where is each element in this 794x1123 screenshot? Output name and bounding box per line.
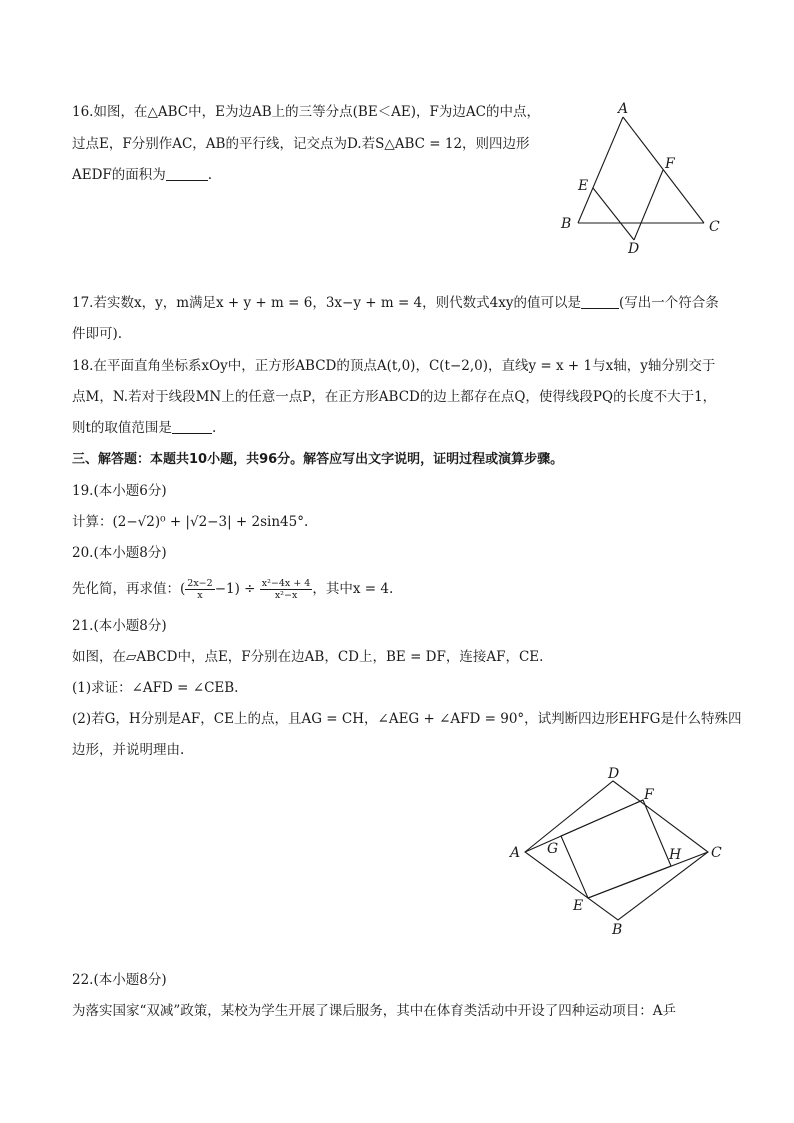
q18-line-1: 18.在平面直角坐标系xOy中，正方形ABCD的顶点A(t,0)，C(t−2,0)，直线y = x + 1与x轴，y轴分别交于 [72,358,716,374]
q20-fraction-2 [260,578,313,601]
q20-f1-denominator: x [197,590,203,601]
q16-line-3-text: AEDF的面积为 [72,167,166,183]
q16-line-3 [72,165,212,185]
q21-line-1: 如图，在▱ABCD中，点E，F分别在边AB，CD上，BE = DF，连接AF，CE. [72,649,544,665]
edge-ab [578,117,623,223]
q22-heading: 22.(本小题8分) [72,972,167,988]
edge-fd [634,170,663,240]
q22-line-1: 为落实国家“双减”政策，某校为学生开展了课后服务，其中在体育类活动中开设了四种运动项目：A乒 [72,1003,677,1019]
quadrilateral-ehfg [561,800,671,898]
q20-body [72,574,393,604]
q20-f2-numerator: x²−4x + 4 [261,578,311,589]
q16-line-2: 过点E，F分别作AC，AB的平行线，记交点为D.若S△ABC = 12，则四边形 [72,136,530,152]
q20-pre: 先化简，再求值：( [72,581,186,597]
label-a: A [510,845,521,861]
q17-line-1-end: (写出一个符合条 [618,295,719,311]
q18-line-2: 点M，N.若对于线段MN上的任意一点P，在正方形ABCD的边上都存在点Q，使得线段PQ的长度不大于1， [72,389,717,405]
q20-f1-numerator: 2x−2 [187,578,213,589]
q17-line-1-text: 17.若实数x，y，m满足x + y + m = 6，3x−y + m = 4，则代数式4xy的值可以是 [72,295,581,311]
label-e: E [573,898,584,914]
label-f: F [644,787,654,803]
q18-answer-blank [172,419,212,434]
label-b: B [561,216,572,232]
q16-triangle-figure [555,100,730,260]
q21-line-2: (1)求证：∠AFD = ∠CEB. [72,680,239,696]
label-d: D [628,241,640,257]
q20-fraction-1 [185,578,214,601]
q21-heading: 21.(本小题8分) [72,618,167,634]
q21-parallelogram-figure [500,760,730,940]
q19-body: 计算：(2−√2)⁰ + |√2−3| + 2sin45°. [72,514,309,530]
q16-answer-blank [166,166,208,181]
q17-answer-blank [581,294,619,309]
edge-ac [623,117,704,223]
q21-line-4: 边形，并说明理由. [72,742,185,758]
edge-ed [593,188,634,240]
q20-mid: −1) ÷ [214,581,256,597]
label-h: H [669,847,682,863]
q19-heading: 19.(本小题6分) [72,483,167,499]
q20-f2-denominator: x²−x [274,590,298,601]
label-f: F [665,156,675,172]
q20-post: ，其中x = 4. [312,581,394,597]
q18-line-3-end: . [211,420,217,436]
q17-line-1 [72,293,719,313]
q16-line-3-end: . [207,167,213,183]
label-d: D [608,766,620,782]
q16-line-1: 16.如图，在△ABC中，E为边AB上的三等分点(BE＜AE)，F为边AC的中点， [72,104,540,120]
label-c: C [711,845,722,861]
label-c: C [709,219,720,235]
q20-heading: 20.(本小题8分) [72,545,167,561]
section-3-heading: 三、解答题：本题共10小题，共96分。解答应写出文字说明，证明过程或演算步骤。 [72,452,564,467]
q17-line-2: 件即可). [72,326,123,342]
label-b: B [612,922,623,938]
label-g: G [547,841,559,857]
q18-line-3-text: 则t的取值范围是 [72,420,172,436]
label-e: E [578,178,589,194]
q21-line-3: (2)若G，H分别是AF，CE上的点，且AG = CH，∠AEG + ∠AFD = 90°，试判断四边形EHFG是什么特殊四 [72,711,742,727]
label-a: A [618,101,629,117]
q18-line-3 [72,418,216,438]
